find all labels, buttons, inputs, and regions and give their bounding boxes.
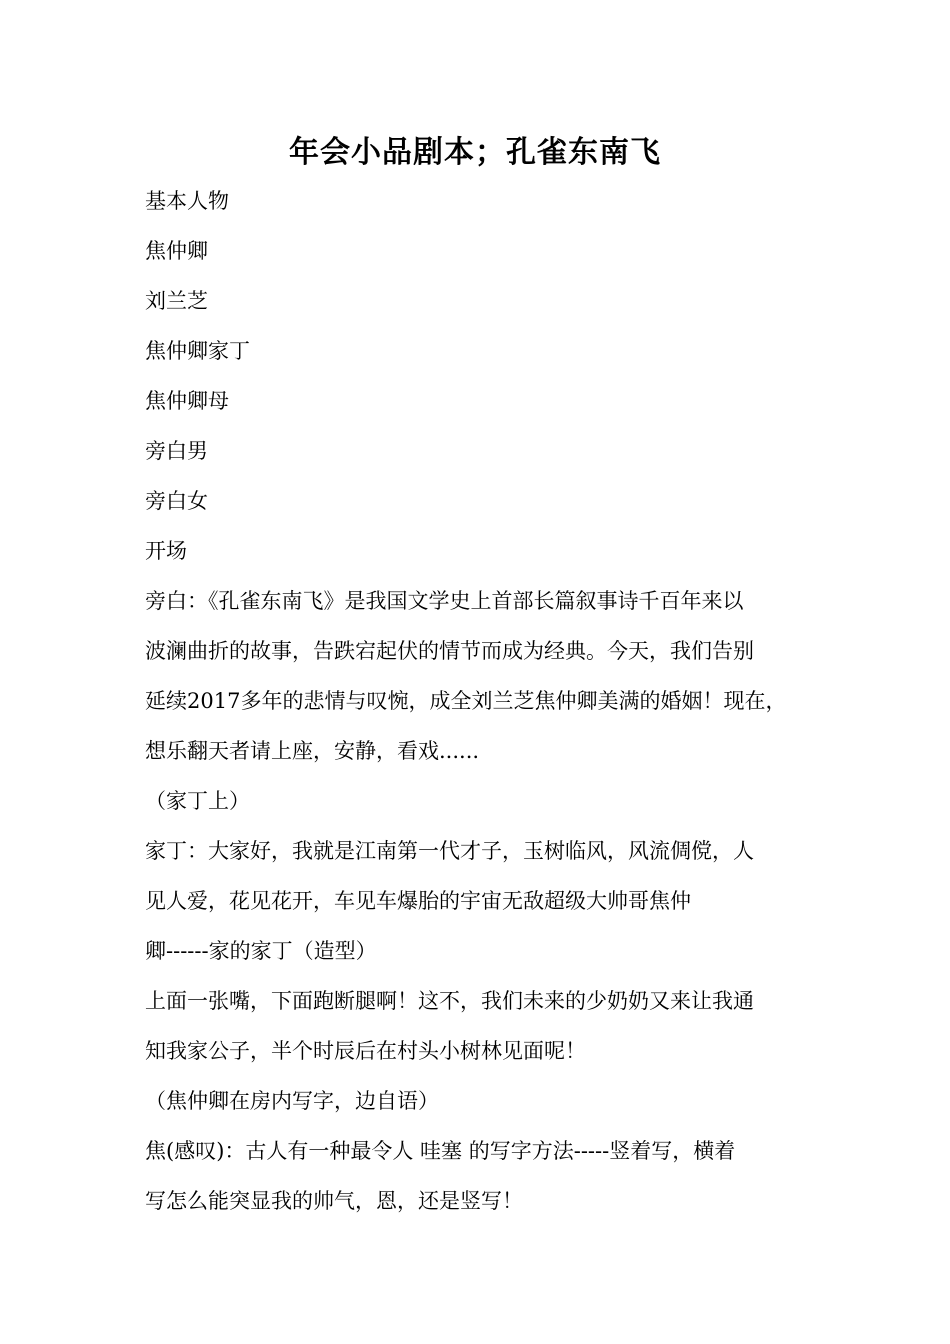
text-line: 家丁：大家好，我就是江南第一代才子，玉树临风，风流倜傥，人 (145, 839, 754, 863)
text-line: 焦仲卿家丁 (145, 339, 250, 363)
text-line: 写怎么能突显我的帅气，恩，还是竖写！ (145, 1189, 523, 1213)
text-line: 旁白：《孔雀东南飞》是我国文学史上首部长篇叙事诗千百年来以 (145, 589, 744, 613)
text-line: （焦仲卿在房内写字，边自语） (145, 1089, 439, 1113)
text-line: 基本人物 (145, 189, 229, 213)
text-line: 焦仲卿 (145, 239, 208, 263)
document-body (145, 176, 815, 1226)
text-line: 想乐翻天者请上座，安静，看戏...... (145, 739, 480, 763)
text-line: 延续2017多年的悲情与叹惋，成全刘兰芝焦仲卿美满的婚姻！现在， (145, 689, 787, 713)
text-line: 卿------家的家丁（造型） (145, 939, 377, 963)
text-line: 焦仲卿母 (145, 389, 229, 413)
document-title: 年会小品剧本；孔雀东南飞 (289, 135, 661, 170)
text-line: 波澜曲折的故事，告跌宕起伏的情节而成为经典。今天，我们告别 (145, 639, 754, 663)
text-line: 知我家公子，半个时辰后在村头小树林见面呢！ (145, 1039, 586, 1063)
text-line: 旁白女 (145, 489, 208, 513)
text-line: 旁白男 (145, 439, 208, 463)
text-line: 上面一张嘴，下面跑断腿啊！这不，我们未来的少奶奶又来让我通 (145, 989, 754, 1013)
text-line: 见人爱，花见花开，车见车爆胎的宇宙无敌超级大帅哥焦仲 (145, 889, 691, 913)
text-line: 开场 (145, 539, 187, 563)
text-line: 焦(感叹)：古人有一种最令人 哇塞 的写字方法-----竖着写，横着 (145, 1139, 736, 1163)
text-line: 刘兰芝 (145, 289, 208, 313)
text-line: （家丁上） (145, 789, 250, 813)
